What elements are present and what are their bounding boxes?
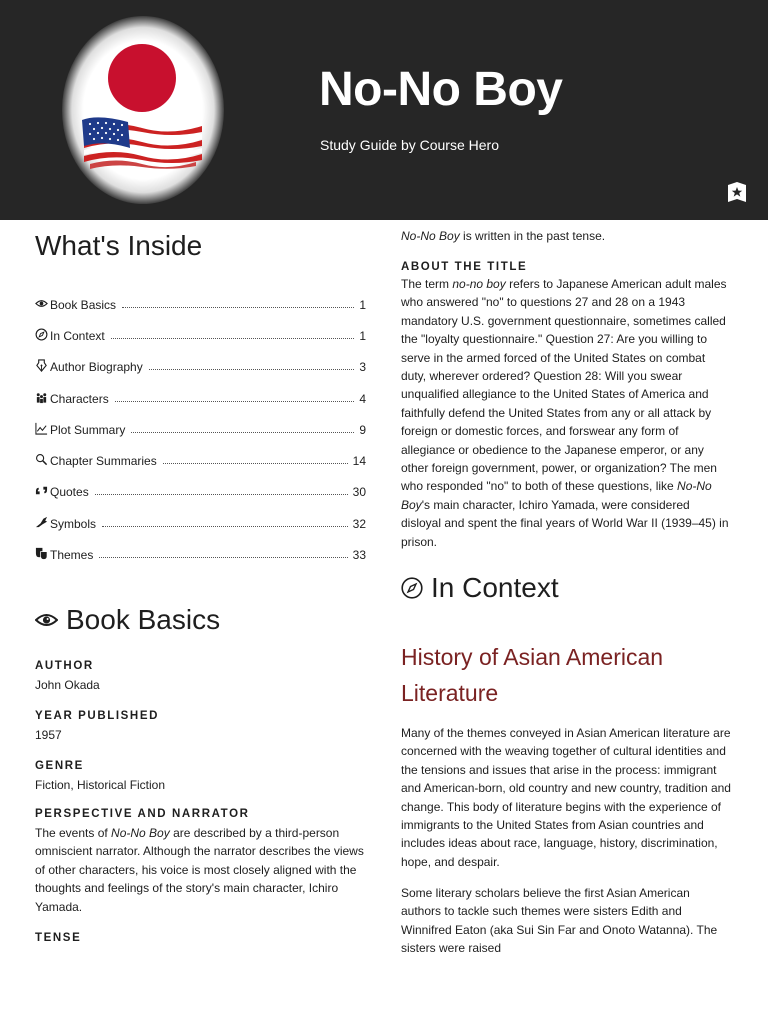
toc-leader-dots xyxy=(122,307,354,308)
magnifier-icon xyxy=(35,453,48,466)
cover-art-image xyxy=(76,36,210,176)
toc-leader-dots xyxy=(99,557,347,558)
perspective-label: PERSPECTIVE AND NARRATOR xyxy=(35,808,250,820)
toc-page-number: 9 xyxy=(359,423,366,437)
toc-page-number: 33 xyxy=(352,548,366,562)
eye-icon xyxy=(35,297,48,310)
book-basics-heading-text: Book Basics xyxy=(66,604,221,635)
page-subtitle: Study Guide by Course Hero xyxy=(320,137,499,153)
about-title-paragraph xyxy=(401,275,733,551)
perspective-text: are described by a third-person omniscient narrator. Although the narrator describes the views of other characters, his voice is most closely aligned with the thoughts and feelings of the story's main character, Ichiro Yamada. xyxy=(35,826,364,914)
toc-heading: What's Inside xyxy=(35,230,203,261)
term-italic: no-no boy xyxy=(452,277,506,291)
line-chart-icon xyxy=(35,422,48,435)
toc-page-number: 14 xyxy=(352,454,366,468)
toc-item-symbols[interactable] xyxy=(35,513,366,531)
history-paragraph-1: Many of the themes conveyed in Asian American literature are concerned with the weaving together of cultural identities and the tensions and issues that arise in the process: immigrant and American-born, old country and new country, tradition and change. This body of literature begins with the experience of immigrants to the United States from Asian countries and includes ideas about race, language, history, discrimination, hope, and despair. xyxy=(401,726,731,869)
year-published-label: YEAR PUBLISHED xyxy=(35,710,159,722)
toc-leader-dots xyxy=(131,432,354,433)
toc-item-author-biography[interactable] xyxy=(35,356,366,374)
toc-label: Characters xyxy=(50,392,109,406)
year-published-value: 1957 xyxy=(35,728,62,742)
toc-page-number: 1 xyxy=(359,329,366,343)
toc-page-number: 32 xyxy=(352,517,366,531)
toc-label: Author Biography xyxy=(50,360,143,374)
toc-label: Themes xyxy=(50,548,94,562)
compass-icon xyxy=(35,328,48,341)
toc-item-book-basics[interactable] xyxy=(35,294,366,312)
toc-label: Book Basics xyxy=(50,298,117,312)
history-heading: History of Asian American Literature xyxy=(401,644,664,706)
toc-label: Chapter Summaries xyxy=(50,454,157,468)
book-title-italic: No-No Boy xyxy=(111,826,170,840)
perspective-paragraph xyxy=(35,824,367,916)
page-title: No-No Boy xyxy=(319,63,563,116)
course-hero-badge-icon xyxy=(727,182,747,204)
toc-page-number: 4 xyxy=(359,392,366,406)
people-icon xyxy=(35,391,48,404)
toc-page-number: 1 xyxy=(359,298,366,312)
in-context-heading xyxy=(401,572,559,604)
book-basics-heading xyxy=(35,604,220,636)
toc-leader-dots xyxy=(149,369,355,370)
toc-label: In Context xyxy=(50,329,105,343)
eye-icon xyxy=(35,612,58,628)
perspective-text: The events of xyxy=(35,826,112,840)
toc-leader-dots xyxy=(102,526,348,527)
toc-item-plot-summary[interactable] xyxy=(35,419,366,437)
toc-page-number: 30 xyxy=(352,485,366,499)
toc-item-in-context[interactable] xyxy=(35,325,366,343)
toc-label: Plot Summary xyxy=(50,423,126,437)
toc-item-characters[interactable] xyxy=(35,388,366,406)
header-banner xyxy=(0,0,768,220)
toc-item-quotes[interactable] xyxy=(35,481,366,499)
fountain-pen-icon xyxy=(35,359,48,372)
compass-icon xyxy=(401,577,423,599)
bird-icon xyxy=(35,516,48,529)
book-title-italic: No-No Boy xyxy=(401,479,712,512)
quote-icon xyxy=(35,484,48,497)
tense-label: TENSE xyxy=(35,932,82,944)
about-title-label: ABOUT THE TITLE xyxy=(401,261,528,273)
toc-leader-dots xyxy=(115,401,355,402)
about-text: 's main character, Ichiro Yamada, were considered disloyal and spent the final years of World War II (1939–45) in prison. xyxy=(401,497,729,549)
genre-label: GENRE xyxy=(35,760,84,772)
author-value: John Okada xyxy=(35,678,100,692)
toc-item-themes[interactable] xyxy=(35,544,366,562)
toc-leader-dots xyxy=(163,463,348,464)
toc-leader-dots xyxy=(111,338,355,339)
tense-text: is written in the past tense. xyxy=(459,229,606,243)
toc-leader-dots xyxy=(95,494,348,495)
genre-value: Fiction, Historical Fiction xyxy=(35,778,166,792)
book-title-italic: No-No Boy xyxy=(401,229,460,243)
about-text: The term xyxy=(401,277,453,291)
in-context-heading-text: In Context xyxy=(431,572,559,603)
toc-label: Symbols xyxy=(50,517,97,531)
toc-item-chapter-summaries[interactable] xyxy=(35,450,366,468)
masks-icon xyxy=(35,547,48,560)
toc-label: Quotes xyxy=(50,485,89,499)
history-paragraph-2: Some literary scholars believe the first Asian American authors to tackle such themes were sisters Edith and Winnifred Eaton (aka Sui Sin Far and Onoto Watanna). The sisters were raised xyxy=(401,886,718,956)
author-label: AUTHOR xyxy=(35,660,94,672)
about-text: refers to Japanese American adult males who answered "no" to questions 27 and 28 on a 1943 mandatory U.S. government questionnaire, sometimes called the "loyalty questionnaire." Question 27: Are you willing to serve in the armed forced of the United States on combat duty, wherever ordered? Question 28: Will you swear unqualified allegiance to the United States of America and faithfully defend the United States from any or all attack by foreign or domestic forces, and forswear any form of allegiance or obedience to the Japanese emperor, or any other foreign government, power, or organization? The men who responded "no" to both of these questions, like xyxy=(401,277,727,494)
tense-paragraph xyxy=(401,227,733,245)
toc-page-number: 3 xyxy=(359,360,366,374)
